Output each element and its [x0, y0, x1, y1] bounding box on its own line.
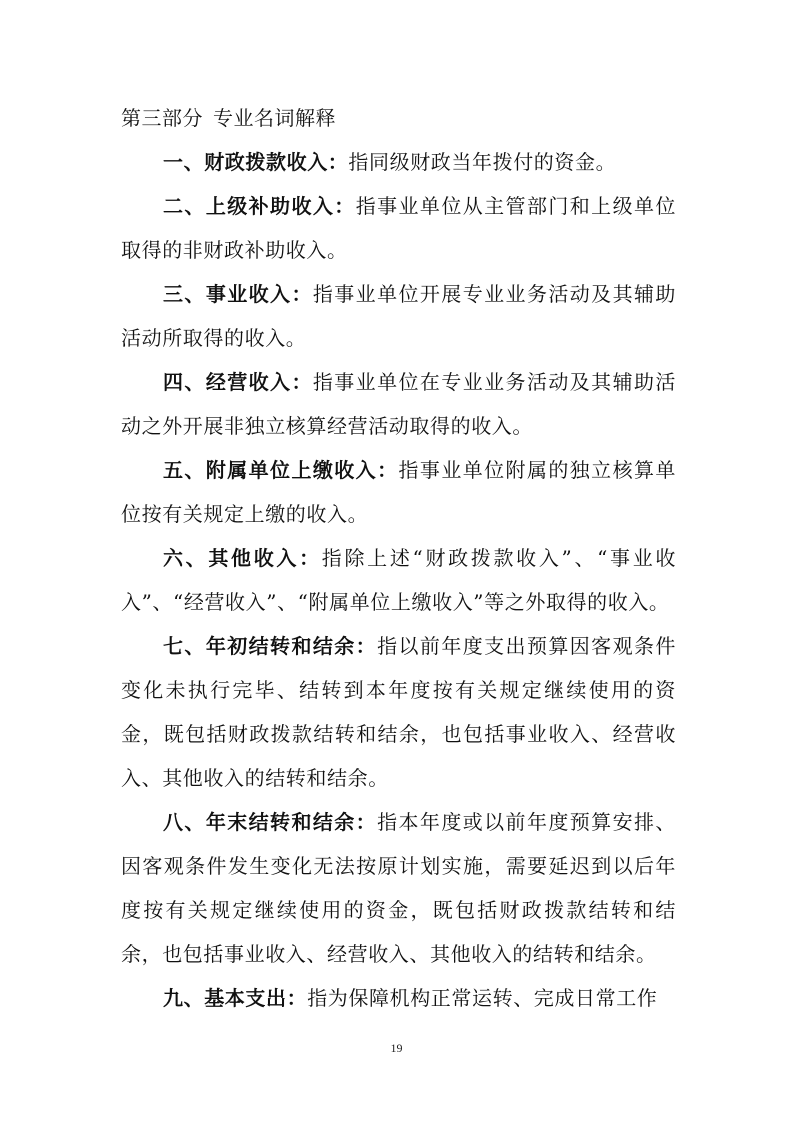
term-paragraph	[121, 624, 676, 800]
term-definition: 指事业单位在专业业务活动及其辅助活动之外开展非独立核算经营活动取得的收入。	[121, 370, 676, 438]
page-number: 19	[390, 1041, 403, 1055]
term-paragraph	[121, 140, 676, 184]
term-paragraph	[121, 800, 676, 976]
term-definition: 指本年度或以前年度预算安排、因客观条件发生变化无法按原计划实施，需要延迟到以后年度按有关规定继续使用的资金，既包括财政拨款结转和结余，也包括事业收入、经营收入、其他收入的结转和结余。	[121, 810, 677, 966]
term-heading: 一、财政拨款收入：	[163, 150, 349, 174]
term-heading: 四、经营收入：	[163, 370, 313, 394]
term-heading: 二、上级补助收入：	[163, 194, 356, 218]
term-definition: 指事业单位开展专业业务活动及其辅助活动所取得的收入。	[121, 282, 676, 350]
term-heading: 八、年末结转和结余：	[163, 810, 378, 834]
term-heading: 三、事业收入：	[163, 282, 313, 306]
term-paragraph	[121, 536, 676, 624]
term-definition: 指事业单位从主管部门和上级单位取得的非财政补助收入。	[121, 194, 677, 262]
section-title-text: 专业名词解释	[213, 106, 336, 130]
term-paragraph	[121, 976, 676, 1020]
term-definition: 指除上述“财政拨款收入”、“事业收入”、“经营收入”、“附属单位上缴收入”等之外取得的收入。	[121, 546, 677, 614]
term-heading: 七、年初结转和结余：	[163, 634, 378, 658]
term-paragraph	[121, 272, 676, 360]
section-title	[121, 96, 676, 140]
document-page	[121, 96, 676, 1020]
term-definition: 指事业单位附属的独立核算单位按有关规定上缴的收入。	[121, 458, 676, 526]
term-heading: 六、其他收入：	[163, 546, 322, 570]
section-title-part: 第三部分	[121, 106, 203, 130]
term-definition: 指以前年度支出预算因客观条件变化未执行完毕、结转到本年度按有关规定继续使用的资金，既包括财政拨款结转和结余，也包括事业收入、经营收入、其他收入的结转和结余。	[121, 634, 677, 790]
term-paragraph	[121, 360, 676, 448]
term-heading: 九、基本支出：	[163, 986, 308, 1010]
term-definition: 指为保障机构正常运转、完成日常工作	[307, 986, 658, 1010]
term-paragraph	[121, 184, 676, 272]
term-heading: 五、附属单位上缴收入：	[163, 458, 399, 482]
term-paragraph	[121, 448, 676, 536]
term-definition: 指同级财政当年拨付的资金。	[348, 150, 617, 174]
